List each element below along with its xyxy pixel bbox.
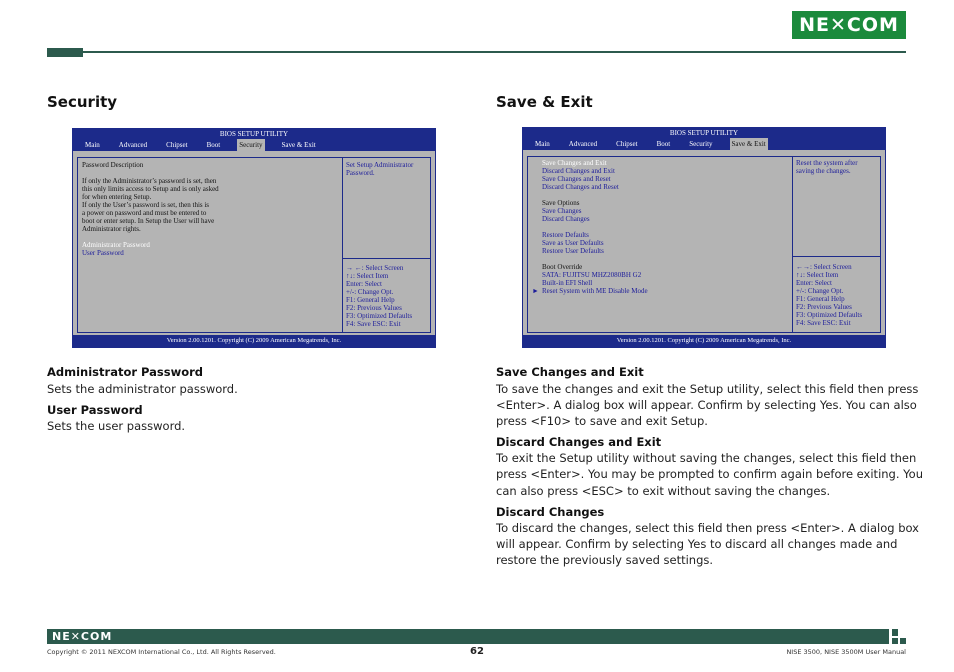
bios-line: for when entering Setup. (82, 193, 152, 201)
bios-help-separator (793, 256, 880, 257)
bios-footer: Version 2.00.1201. Copyright (C) 2009 American Megatrends, Inc. (73, 335, 435, 347)
bios-item-discard-changes[interactable]: Discard Changes (542, 215, 590, 223)
bios-body (77, 157, 431, 333)
bios-menu-main[interactable]: Main (535, 140, 550, 148)
bios-menu-bar (523, 138, 885, 150)
footer-bar (47, 629, 889, 644)
header-rule (83, 51, 906, 53)
item-desc-line: To discard the changes, select this field then press <Enter>. A dialog box (496, 521, 919, 535)
bios-key-help: ←→: Select Screen (796, 263, 852, 271)
header-accent-bar (47, 48, 83, 57)
bios-column-separator (792, 157, 793, 332)
bios-item-discard-changes-and-reset[interactable]: Discard Changes and Reset (542, 183, 619, 191)
item-desc-line: can also press <ESC> to exit without saving the changes. (496, 484, 831, 498)
item-desc-administrator-password: Sets the administrator password. (47, 382, 238, 396)
bios-line: this only limits access to Setup and is only asked (82, 185, 219, 193)
footer-logo: NE✕COM (52, 630, 113, 643)
bios-save-exit-screen (522, 127, 886, 348)
item-title-user-password: User Password (47, 403, 143, 417)
footer-copyright: Copyright © 2011 NEXCOM International Co., Ltd. All Rights Reserved. (47, 648, 276, 656)
bios-item-save-changes-and-exit[interactable]: Save Changes and Exit (542, 159, 607, 167)
bios-title: BIOS SETUP UTILITY (73, 129, 435, 139)
bios-key-help: F4: Save ESC: Exit (346, 320, 401, 328)
bios-item-restore-defaults[interactable]: Restore Defaults (542, 231, 589, 239)
bios-key-help: ↑↓: Select Item (796, 271, 839, 279)
bios-help-text: Password. (346, 169, 375, 177)
bios-menu-main[interactable]: Main (85, 141, 100, 149)
bios-item-reset-me-disable[interactable]: Reset System with ME Disable Mode (542, 287, 648, 295)
bios-line: Password Description (82, 161, 144, 169)
footer-square-icon (900, 638, 906, 644)
save-exit-heading: Save & Exit (496, 93, 593, 111)
bios-line: If only the Administrator’s password is set, then (82, 177, 217, 185)
bios-menu-security[interactable]: Security (689, 140, 713, 148)
bios-body (527, 156, 881, 333)
page-number: 62 (470, 646, 484, 657)
item-desc-line: press <F10> to save and exit Setup. (496, 414, 708, 428)
bios-help-separator (343, 258, 430, 259)
bios-key-help: F3: Optimized Defaults (346, 312, 413, 320)
bios-key-help: F3: Optimized Defaults (796, 311, 863, 319)
bios-key-help: F1: General Help (346, 296, 395, 304)
bios-help-text: saving the changes. (796, 167, 851, 175)
bios-item-efi-shell[interactable]: Built-in EFI Shell (542, 279, 593, 287)
bios-menu-advanced[interactable]: Advanced (118, 141, 148, 149)
bios-menu-boot[interactable]: Boot (206, 141, 221, 149)
bios-item-save-changes[interactable]: Save Changes (542, 207, 582, 215)
item-title-save-changes-and-exit: Save Changes and Exit (496, 365, 644, 379)
bios-title: BIOS SETUP UTILITY (523, 128, 885, 138)
bios-key-help: F2: Previous Values (346, 304, 402, 312)
bios-key-help: ↑↓: Select Item (346, 272, 389, 280)
nexcom-logo: NE✕COM (792, 11, 906, 39)
bios-line: Administrator rights. (82, 225, 141, 233)
bios-security-screen (72, 128, 436, 348)
bios-menu-security[interactable]: Security (239, 141, 263, 149)
bios-item-sata-boot[interactable]: SATA: FUJITSU MHZ2080BH G2 (542, 271, 642, 279)
bios-item-save-as-user-defaults[interactable]: Save as User Defaults (542, 239, 604, 247)
bios-key-help: Enter: Select (346, 280, 382, 288)
item-desc-line: To save the changes and exit the Setup utility, select this field then press (496, 382, 919, 396)
footer-square-icon (892, 629, 898, 636)
footer-square-icon (892, 638, 898, 644)
bios-menu-bar (73, 139, 435, 151)
item-desc-line: <Enter>. A dialog box will appear. Confirm by selecting Yes. You can also (496, 398, 917, 412)
bios-menu-advanced[interactable]: Advanced (568, 140, 598, 148)
bios-item-discard-changes-and-exit[interactable]: Discard Changes and Exit (542, 167, 615, 175)
bios-help-text: Set Setup Administrator (346, 161, 414, 169)
submenu-arrow-icon: ► (532, 287, 539, 295)
bios-item-save-changes-and-reset[interactable]: Save Changes and Reset (542, 175, 611, 183)
security-heading: Security (47, 93, 118, 111)
bios-item-user-password[interactable]: User Password (82, 249, 124, 257)
bios-menu-chipset[interactable]: Chipset (166, 141, 188, 149)
bios-item-administrator-password[interactable]: Administrator Password (82, 241, 150, 249)
bios-footer: Version 2.00.1201. Copyright (C) 2009 American Megatrends, Inc. (523, 335, 885, 347)
bios-menu-save-exit[interactable]: Save & Exit (281, 141, 316, 149)
item-desc-line: To exit the Setup utility without saving the changes, select this field then (496, 451, 917, 465)
item-desc-user-password: Sets the user password. (47, 419, 186, 433)
bios-key-help: +/-: Change Opt. (346, 288, 394, 296)
bios-column-separator (342, 158, 343, 332)
bios-help-text: Reset the system after (796, 159, 858, 167)
bios-key-help: F2: Previous Values (796, 303, 852, 311)
item-desc-line: will appear. Confirm by selecting Yes to discard all changes made and (496, 537, 898, 551)
bios-key-help: +/-: Change Opt. (796, 287, 844, 295)
footer-manual-title: NISE 3500, NISE 3500M User Manual (786, 648, 906, 656)
bios-key-help: Enter: Select (796, 279, 832, 287)
item-desc-line: press <Enter>. You may be prompted to confirm again before exiting. You (496, 467, 923, 481)
bios-menu-chipset[interactable]: Chipset (616, 140, 638, 148)
bios-key-help: → ←: Select Screen (346, 264, 404, 272)
item-title-discard-changes: Discard Changes (496, 505, 605, 519)
item-desc-line: restore the previously saved settings. (496, 553, 714, 567)
bios-line: a power on password and must be entered to (82, 209, 207, 217)
bios-section-label: Save Options (542, 199, 580, 207)
item-title-discard-changes-and-exit: Discard Changes and Exit (496, 435, 662, 449)
bios-section-label: Boot Override (542, 263, 583, 271)
bios-key-help: F4: Save ESC: Exit (796, 319, 851, 327)
bios-key-help: F1: General Help (796, 295, 845, 303)
item-title-administrator-password: Administrator Password (47, 365, 204, 379)
bios-line: If only the User’s password is set, then this is (82, 201, 210, 209)
bios-menu-save-exit[interactable]: Save & Exit (731, 140, 766, 148)
bios-line: boot or enter setup. In Setup the User will have (82, 217, 215, 225)
bios-menu-boot[interactable]: Boot (656, 140, 671, 148)
bios-item-restore-user-defaults[interactable]: Restore User Defaults (542, 247, 604, 255)
